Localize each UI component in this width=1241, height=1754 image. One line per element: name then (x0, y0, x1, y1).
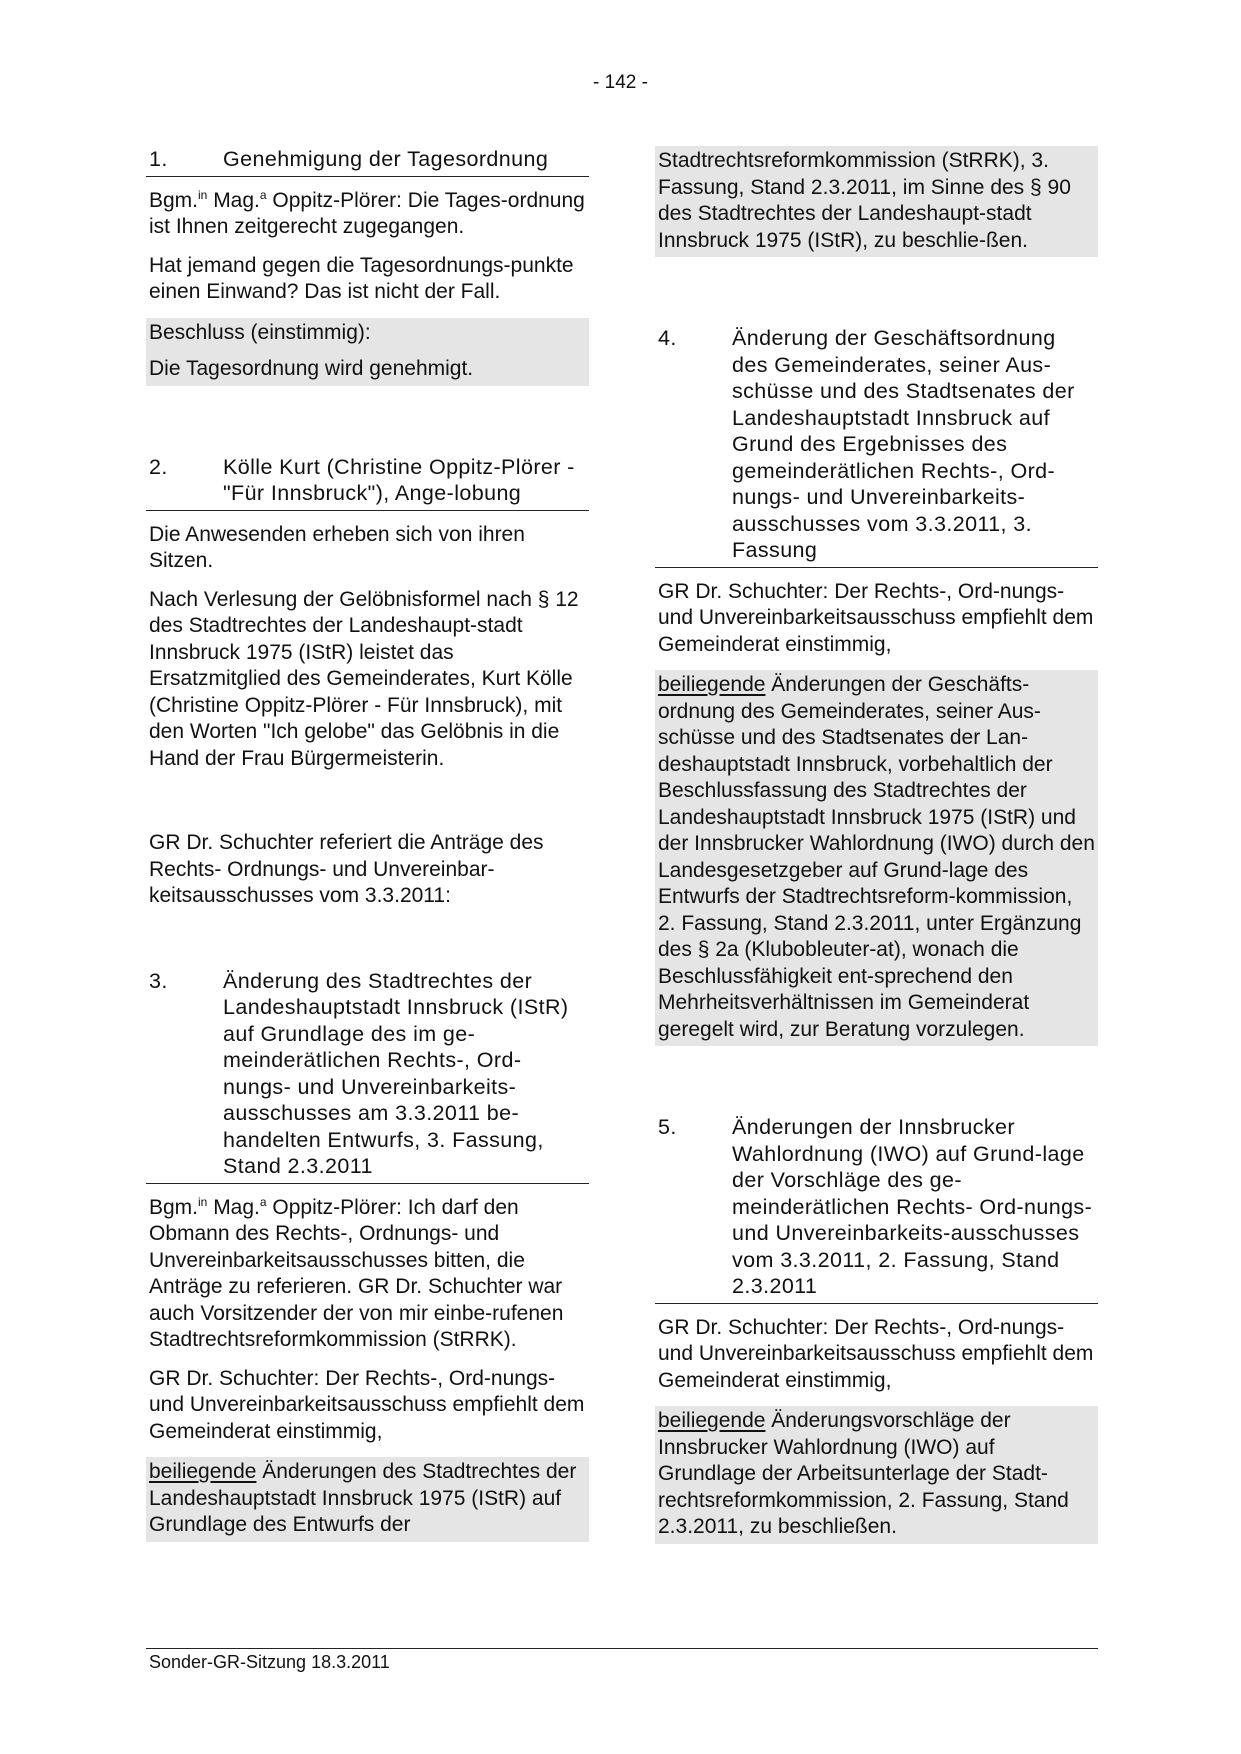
section-5-decision: beiliegende Änderungsvorschläge der Innsbrucker Wahlordnung (IWO) auf Grundlage der Arbeitsunterlage der Stadt-rechtsreformkommission, 2. Fassung, Stand 2.3.2011, zu beschließen. (655, 1406, 1098, 1544)
section-3-statement: Bgm.$^{in}$ Mag.$^a$ Oppitz-Plörer: Ich darf den Obmann des Rechts-, Ordnungs- und Unvereinbarkeitsausschusses bitten, die Anträge zu referieren. GR Dr. Schuchter war auch Vorsitzender der von mir einbe-rufenen Stadtrechtsreformkommission (StRRK). (149, 1194, 564, 1351)
section-1-heading (146, 146, 589, 177)
section-2-title: Kölle Kurt (Christine Oppitz-Plörer - "Für Innsbruck"), Ange-lobung (223, 454, 575, 505)
right-column (655, 146, 1098, 1556)
page-footer: Sonder-GR-Sitzung 18.3.2011 (146, 1648, 1098, 1673)
section-5-heading (655, 1114, 1098, 1304)
section-3-heading (146, 968, 589, 1184)
section-4-number: 4. (658, 326, 677, 350)
section-4-title: Änderung der Geschäftsordnung des Gemeinderates, seiner Aus-schüsse und des Stadtsenates der Landeshauptstadt Innsbruck auf Grund des Ergebnisses des gemeinderätlichen Rechts-, Ord-nungs- und Unvereinbarkeits-ausschusses vom 3.3.2011, 3. Fassung (732, 326, 1075, 562)
section-2-heading (146, 454, 589, 511)
section-1-question: Hat jemand gegen die Tagesordnungs-punkte einen Einwand? Das ist nicht der Fall. (149, 253, 574, 303)
underlined-word: beiliegende (658, 673, 766, 696)
decision-text: Die Tagesordnung wird genehmigt. (149, 357, 474, 380)
section-4-heading (655, 325, 1098, 568)
section-5-recommendation: GR Dr. Schuchter: Der Rechts-, Ord-nungs- und Unvereinbarkeitsausschuss empfiehlt dem Gemeinderat einstimmig, (658, 1315, 1094, 1392)
section-4-recommendation: GR Dr. Schuchter: Der Rechts-, Ord-nungs- und Unvereinbarkeitsausschuss empfiehlt dem Gemeinderat einstimmig, (658, 579, 1094, 656)
section-1-decision (146, 318, 589, 386)
section-2-number: 2. (149, 454, 168, 479)
section-2-paragraph-2: Nach Verlesung der Gelöbnisformel nach § 12 des Stadtrechtes der Landeshaupt-stadt Innsbruck 1975 (IStR) leistet das Ersatzmitglied des Gemeinderates, Kurt Kölle (Christine Oppitz-Plörer - Für Innsbruck), mit den Worten "Ich gelobe" das Gelöbnis in die Hand der Frau Bürgermeisterin. (149, 587, 579, 770)
page-number: - 142 - (593, 72, 648, 93)
section-1-title: Genehmigung der Tagesordnung (223, 147, 549, 171)
section-1-statement: Bgm.$^{in}$ Mag.$^a$ Oppitz-Plörer: Die Tages-ordnung ist Ihnen zeitgerecht zugegangen. (149, 187, 585, 238)
left-column (146, 146, 589, 1542)
underlined-word: beiliegende (149, 1460, 257, 1483)
section-1-number: 1. (149, 147, 168, 171)
underlined-word: beiliegende (658, 1409, 766, 1432)
section-2-paragraph-1: Die Anwesenden erheben sich von ihren Sitzen. (149, 522, 525, 572)
section-3-title: Änderung des Stadtrechtes der Landeshauptstadt Innsbruck (IStR) auf Grundlage des im ge-meinderätlichen Rechts-, Ord-nungs- und Unvereinbarkeits-ausschusses am 3.3.2011 be-handelten Entwurfs, 3. Fassung, Stand 2.3.2011 (223, 968, 569, 1178)
section-3-number: 3. (149, 968, 168, 993)
section-3-recommendation: GR Dr. Schuchter: Der Rechts-, Ord-nungs- und Unvereinbarkeitsausschuss empfiehlt dem Gemeinderat einstimmig, (149, 1366, 585, 1443)
decision-label: Beschluss (einstimmig): (149, 320, 371, 344)
section-5-title: Änderungen der Innsbrucker Wahlordnung (IWO) auf Grund-lage der Vorschläge des ge-meinderätlichen Rechts- Ord-nungs- und Unvereinbarkeits-ausschusses vom 3.3.2011, 2. Fassung, Stand 2.3.2011 (732, 1115, 1093, 1298)
section-5-number: 5. (658, 1115, 677, 1139)
section-4-decision: beiliegende Änderungen der Geschäfts-ordnung des Gemeinderates, seiner Aus-schüsse und des Stadtsenates der Lan-deshauptstadt Innsbruck, vorbehaltlich der Beschlussfassung des Stadtrechtes der Landeshauptstadt Innsbruck 1975 (IStR) und der Innsbrucker Wahlordnung (IWO) durch den Landesgesetzgeber auf Grund-lage des Entwurfs der Stadtrechtsreform-kommission, 2. Fassung, Stand 2.3.2011, unter Ergänzung des § 2a (Klubobleuter-at), wonach die Beschlussfähigkeit ent-sprechend den Mehrheitsverhältnissen im Gemeinderat geregelt wird, zur Beratung vorzulegen. (655, 670, 1098, 1046)
section-3-decision-part-2: Stadtrechtsreformkommission (StRRK), 3. Fassung, Stand 2.3.2011, im Sinne des § 90 des Stadtrechtes der Landeshaupt-stadt Innsbruck 1975 (IStR), zu beschlie-ßen. (655, 146, 1098, 257)
section-3-decision-part-1: beiliegende Änderungen des Stadtrechtes der Landeshauptstadt Innsbruck 1975 (IStR) auf Grundlage des Entwurfs der (146, 1457, 589, 1542)
motions-intro: GR Dr. Schuchter referiert die Anträge des Rechts- Ordnungs- und Unvereinbar-keitsausschusses vom 3.3.2011: (149, 831, 544, 907)
